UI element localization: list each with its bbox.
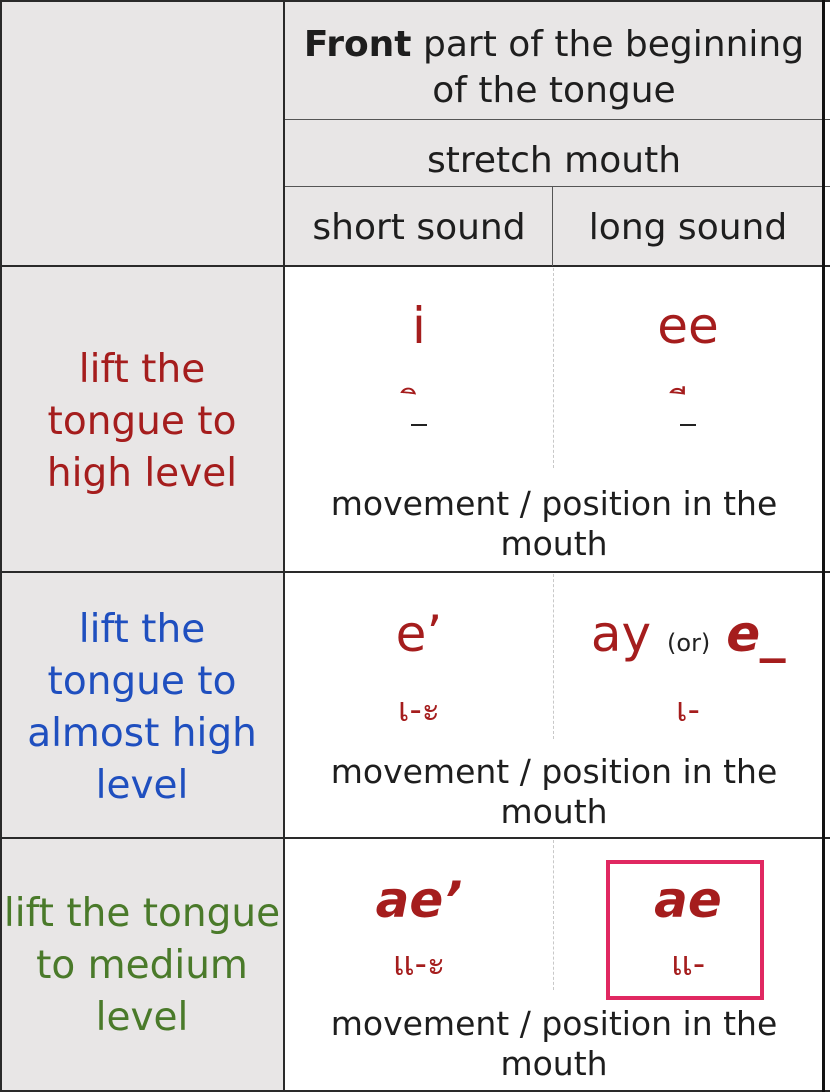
row3-short-thai: แ-ะ	[392, 944, 446, 984]
header-long-sound: long sound	[588, 207, 788, 248]
row2-short-thai: เ-ะ	[397, 690, 441, 730]
header-stretch-mouth: stretch mouth	[426, 140, 682, 181]
header-divider-2	[284, 186, 830, 187]
row2-label: lift the tongue to almost high level	[27, 607, 257, 808]
right-border	[822, 0, 825, 1092]
row3-label: lift the tongue to medium level	[3, 891, 281, 1040]
header-divider-1	[284, 119, 830, 120]
row2-long-thai: เ-	[676, 690, 700, 730]
row2-long-or: (or)	[667, 629, 711, 657]
row2-movement-link[interactable]: movement / position in the mouth	[330, 752, 778, 831]
row3-long-roman: ae	[654, 871, 722, 929]
row2-long-roman: ay (or) e_	[590, 605, 786, 663]
header-title: Front part of the beginning of the tongue	[303, 24, 805, 111]
row2-short-roman: e’	[395, 605, 443, 663]
row3-movement-link[interactable]: movement / position in the mouth	[330, 1004, 778, 1083]
header-short-sound: short sound	[312, 207, 526, 248]
row-divider-1	[0, 265, 830, 267]
row3-short-roman: ae’	[375, 871, 463, 929]
row1-long-thai	[554, 384, 822, 426]
row2-long-alt: e_	[726, 605, 786, 663]
row1-long-roman: ee	[657, 297, 719, 355]
header-corner	[0, 0, 284, 266]
top-border	[0, 0, 830, 2]
row1-short-thai	[286, 384, 552, 426]
row1-movement-link[interactable]: movement / position in the mouth	[330, 484, 778, 563]
row3-long-thai: แ-	[670, 944, 706, 984]
row1-label: lift the tongue to high level	[46, 347, 238, 496]
row1-short-roman: i	[412, 297, 426, 355]
header-col-divider	[552, 186, 553, 266]
